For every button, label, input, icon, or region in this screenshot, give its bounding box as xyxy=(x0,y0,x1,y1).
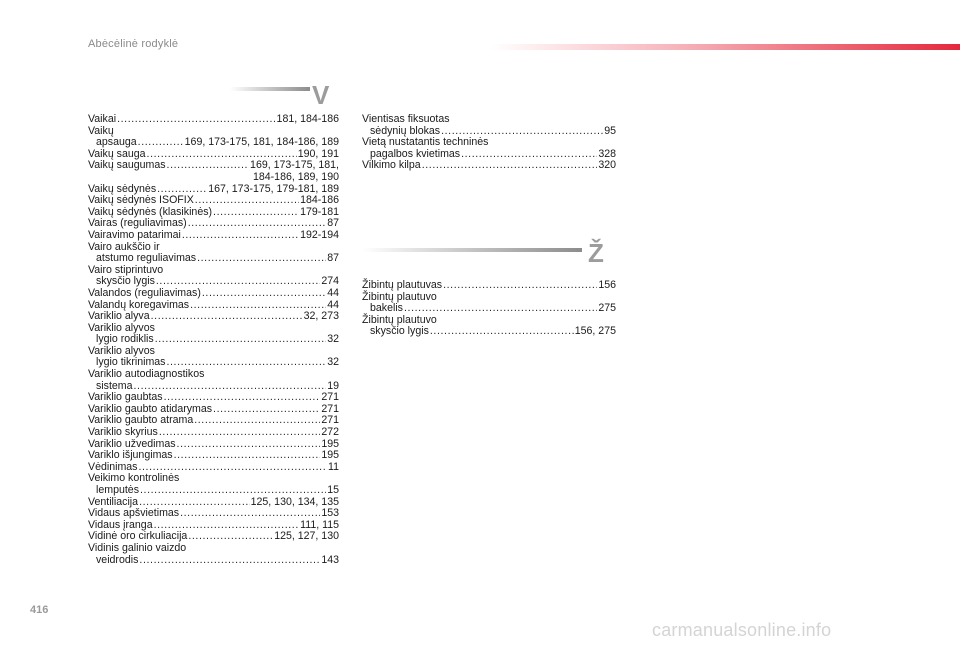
dot-leader xyxy=(430,326,574,338)
index-column-v-left xyxy=(88,114,339,566)
page-references: 87 xyxy=(327,252,339,265)
page-references: 184-186 xyxy=(300,194,339,207)
page-references: 11 xyxy=(328,460,339,473)
index-entry xyxy=(88,369,339,392)
entry-term: Variklio autodiagnostikos xyxy=(88,368,205,381)
entry-term: Variklo išjungimas xyxy=(88,449,173,462)
index-entry xyxy=(88,265,339,288)
index-entry xyxy=(88,126,339,149)
page-references: 111, 115 xyxy=(300,518,339,531)
dot-leader xyxy=(202,288,326,300)
page-references: 179-181 xyxy=(300,205,339,218)
entry-term: Vaikų xyxy=(88,124,114,137)
entry-term: pagalbos kvietimas xyxy=(370,147,461,160)
entry-term: atstumo reguliavimas xyxy=(96,252,197,265)
entry-term: skysčio lygis xyxy=(370,325,429,338)
page-references: 271 xyxy=(321,391,339,404)
entry-term: Vairo stiprintuvo xyxy=(88,263,164,276)
entry-term: Vaikai xyxy=(88,113,117,125)
dot-leader xyxy=(174,450,321,462)
entry-term: lemputės xyxy=(96,484,139,496)
dot-leader xyxy=(140,485,326,497)
dot-leader xyxy=(139,555,320,567)
index-entry xyxy=(88,242,339,265)
index-entry xyxy=(88,543,339,566)
entry-term: Valandų koregavimas xyxy=(88,298,190,311)
entry-term: sėdynių blokas xyxy=(370,124,441,137)
dot-leader xyxy=(177,439,321,451)
index-entry-line xyxy=(88,543,339,555)
page-references: 167, 173-175, 179-181, 189 xyxy=(208,182,339,195)
entry-term: lygio rodiklis xyxy=(96,333,154,346)
index-entry-line xyxy=(88,427,339,439)
index-entry-line xyxy=(88,114,339,126)
entry-term: Vaikų sauga xyxy=(88,147,146,160)
entry-term: Veikimo kontrolinės xyxy=(88,472,180,485)
entry-term: Vidinė oro cirkuliacija xyxy=(88,530,188,543)
page-references: 320 xyxy=(598,159,616,172)
entry-term: Variklio alyva xyxy=(88,310,150,323)
index-subentry-line xyxy=(88,253,339,265)
section-letter-z: Ž xyxy=(588,238,604,268)
page-references: 169, 173-175, 181, xyxy=(250,159,339,172)
page-references: 184-186, 189, 190 xyxy=(252,170,339,183)
page-references: 181, 184-186 xyxy=(276,113,339,125)
entry-term: Vilkimo kilpa xyxy=(362,159,421,172)
entry-term: Variklio skyrius xyxy=(88,426,158,439)
page-references: 153 xyxy=(321,507,339,520)
dot-leader xyxy=(188,531,273,543)
page-references: 143 xyxy=(321,553,339,566)
page-references: 44 xyxy=(327,298,339,311)
page-references: 195 xyxy=(321,449,339,462)
dot-leader xyxy=(117,114,275,126)
index-entry xyxy=(88,288,339,300)
dot-leader xyxy=(461,149,597,161)
page-references: 19 xyxy=(327,379,339,392)
entry-term: Variklio gaubtas xyxy=(88,391,163,404)
index-subentry-line xyxy=(362,326,616,338)
page-references: 192-194 xyxy=(300,228,339,241)
page-references: 272 xyxy=(321,426,339,439)
index-entry-line xyxy=(88,230,339,242)
entry-term: bakelis xyxy=(370,302,403,315)
index-entry xyxy=(88,230,339,242)
entry-term: Vidaus apšvietimas xyxy=(88,507,180,520)
index-entry-line xyxy=(362,160,616,172)
entry-term: Vientisas fiksuotas xyxy=(362,113,450,125)
entry-term: lygio tikrinimas xyxy=(96,356,166,369)
index-subentry-line xyxy=(88,485,339,497)
dot-leader xyxy=(197,253,326,265)
section-rule-z xyxy=(362,248,582,252)
entry-term: Vėdinimas xyxy=(88,460,138,473)
page-references: 125, 130, 134, 135 xyxy=(250,495,339,508)
page-header-title: Abėcėlinė rodyklė xyxy=(88,38,179,50)
page-references: 156, 275 xyxy=(574,325,616,338)
index-entry xyxy=(362,280,616,292)
entry-term: Vairavimo patarimai xyxy=(88,228,181,241)
entry-term: Vaikų sėdynės xyxy=(88,182,157,195)
section-rule-v xyxy=(230,87,310,91)
page-references: 328 xyxy=(598,147,616,160)
page-references: 32, 273 xyxy=(303,310,339,323)
page-references: 15 xyxy=(327,484,339,496)
watermark: carmanualsonline.info xyxy=(652,620,832,640)
index-entry-line xyxy=(88,195,339,207)
entry-term: Žibintų plautuvas xyxy=(362,279,443,291)
dot-leader xyxy=(182,230,299,242)
page-references: 271 xyxy=(321,414,339,427)
entry-term: Vairas (reguliavimas) xyxy=(88,217,187,230)
index-entry xyxy=(88,114,339,126)
dot-leader xyxy=(213,207,299,219)
page-references: 271 xyxy=(321,402,339,415)
index-entry xyxy=(88,323,339,346)
dot-leader xyxy=(443,280,597,292)
page-references: 274 xyxy=(321,275,339,288)
index-entry xyxy=(362,315,616,338)
header-accent-bar xyxy=(490,44,960,50)
entry-term: veidrodis xyxy=(96,553,139,566)
entry-term: Vidinis galinio vaizdo xyxy=(88,541,187,554)
dot-leader xyxy=(195,195,299,207)
dot-leader xyxy=(422,160,598,172)
entry-term: Vietą nustatantis techninės xyxy=(362,136,489,149)
entry-term: Žibintų plautuvo xyxy=(362,313,437,326)
entry-term: Vidaus įranga xyxy=(88,518,153,531)
entry-term: Variklio alyvos xyxy=(88,321,155,334)
page-references: 195 xyxy=(321,437,339,450)
index-entry-line xyxy=(88,311,339,323)
section-letter-v: V xyxy=(312,80,330,110)
entry-term: Žibintų plautuvo xyxy=(362,290,437,303)
page-references: 95 xyxy=(604,124,616,137)
index-column-v-right xyxy=(362,114,616,172)
index-entry xyxy=(88,311,339,323)
page-references: 32 xyxy=(327,333,339,346)
index-entry-line xyxy=(88,369,339,381)
entry-term: Vaikų sėdynės (klasikinės) xyxy=(88,205,213,218)
index-entry xyxy=(362,160,616,172)
index-entry-continued-pages xyxy=(88,172,339,184)
page-references: 87 xyxy=(327,217,339,230)
index-entry xyxy=(88,195,339,207)
entry-term: sistema xyxy=(96,379,133,392)
dot-leader xyxy=(155,334,327,346)
dot-leader xyxy=(213,404,320,416)
dot-leader xyxy=(151,311,303,323)
index-entry-line xyxy=(88,288,339,300)
entry-term: Variklio alyvos xyxy=(88,344,155,357)
page-references: 190, 191 xyxy=(297,147,339,160)
index-entry xyxy=(88,346,339,369)
index-entry xyxy=(362,137,616,160)
dot-leader xyxy=(194,415,320,427)
page-number: 416 xyxy=(30,604,49,616)
index-entry-line xyxy=(362,114,616,126)
index-entry xyxy=(362,292,616,315)
entry-term: Valandos (reguliavimas) xyxy=(88,286,201,299)
page-references: 169, 173-175, 181, 184-186, 189 xyxy=(184,136,339,149)
entry-term: Variklio užvedimas xyxy=(88,437,176,450)
page-references: 32 xyxy=(327,356,339,369)
page-references: 44 xyxy=(327,286,339,299)
entry-term: Vairo aukščio ir xyxy=(88,240,160,253)
entry-term: skysčio lygis xyxy=(96,275,155,288)
index-entry xyxy=(88,473,339,496)
entry-term: apsauga xyxy=(96,136,137,149)
index-entry-line xyxy=(362,280,616,292)
index-entry xyxy=(88,160,339,183)
index-entry xyxy=(88,427,339,439)
index-entry xyxy=(362,114,616,137)
index-column-z xyxy=(362,280,616,338)
entry-term: Variklio gaubto atidarymas xyxy=(88,402,213,415)
entry-term: Vaikų saugumas xyxy=(88,159,166,172)
page-references: 275 xyxy=(598,302,616,315)
page-references: 156 xyxy=(598,279,616,291)
entry-term: Vaikų sėdynės ISOFIX xyxy=(88,194,194,207)
page-references: 125, 127, 130 xyxy=(274,530,339,543)
dot-leader xyxy=(159,427,320,439)
index-subentry-line xyxy=(88,555,339,567)
entry-term: Variklio gaubto atrama xyxy=(88,414,194,427)
entry-term: Ventiliacija xyxy=(88,495,139,508)
dot-leader xyxy=(167,160,250,172)
